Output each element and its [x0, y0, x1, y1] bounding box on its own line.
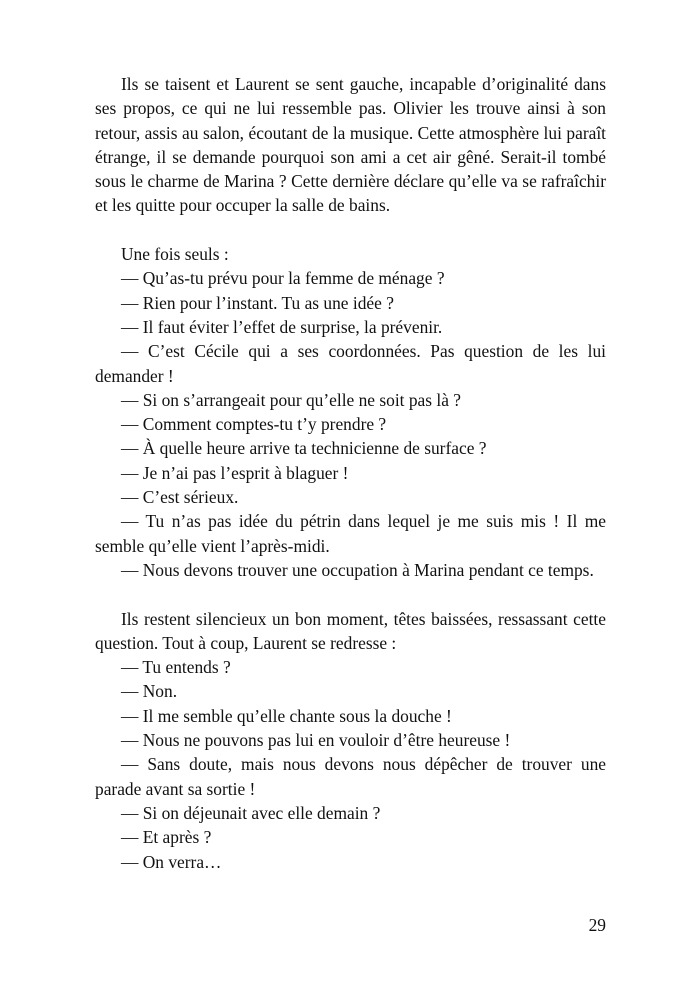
- dialogue-line: — Comment comptes-tu t’y prendre ?: [121, 414, 387, 435]
- dialogue-line: — Nous devons trouver une occupation à Marina pendant ce temps.: [121, 559, 594, 580]
- dialogue-line: — Si on déjeunait avec elle demain ?: [121, 802, 381, 823]
- dialogue-line: — Je n’ai pas l’esprit à blaguer !: [121, 462, 349, 483]
- dialogue-line: — Sans doute, mais nous devons nous dépêcher de trouver une parade avant sa sortie !: [95, 754, 606, 799]
- page-body: [95, 72, 606, 874]
- dialogue-line: — C’est Cécile qui a ses coordonnées. Pas question de les lui demander !: [95, 341, 606, 386]
- page-number: 29: [588, 915, 606, 935]
- dialogue-line: — Et après ?: [121, 827, 212, 848]
- dialogue-line: — On verra…: [121, 851, 222, 872]
- paragraph-gap: [95, 218, 606, 242]
- dialogue-line: — Rien pour l’instant. Tu as une idée ?: [121, 292, 394, 313]
- dialogue-line: — Nous ne pouvons pas lui en vouloir d’être heureuse !: [121, 730, 511, 751]
- dialogue-intro: Une fois seuls :: [121, 244, 229, 265]
- paragraph-1: Ils se taisent et Laurent se sent gauche, incapable d’originalité dans ses propos, ce qui ne lui ressemble pas. Olivier les trouve ainsi à son retour, assis au salon, écoutant de la musique. Cette atmosphère lui paraît étrange, il se demande pourquoi son ami a cet air gêné. Serait-il tombé sous le charme de Marina ? Cette dernière déclare qu’elle va se rafraîchir et les quitte pour occuper la salle de bains.: [95, 74, 606, 216]
- dialogue-line: — C’est sérieux.: [121, 487, 239, 508]
- dialogue-line: — Il faut éviter l’effet de surprise, la prévenir.: [121, 316, 443, 337]
- dialogue-line: — À quelle heure arrive ta technicienne de surface ?: [121, 438, 487, 459]
- dialogue-line: — Il me semble qu’elle chante sous la douche !: [121, 705, 452, 726]
- paragraph-2: Ils restent silencieux un bon moment, têtes baissées, ressassant cette question. Tout à coup, Laurent se redresse :: [95, 608, 606, 653]
- dialogue-line: — Tu entends ?: [121, 657, 231, 678]
- dialogue-line: — Non.: [121, 681, 178, 702]
- dialogue-line: — Tu n’as pas idée du pétrin dans lequel je me suis mis ! Il me semble qu’elle vient l’après-midi.: [95, 511, 606, 556]
- dialogue-line: — Si on s’arrangeait pour qu’elle ne soit pas là ?: [121, 389, 461, 410]
- dialogue-line: — Qu’as-tu prévu pour la femme de ménage ?: [121, 268, 445, 289]
- paragraph-gap: [95, 582, 606, 606]
